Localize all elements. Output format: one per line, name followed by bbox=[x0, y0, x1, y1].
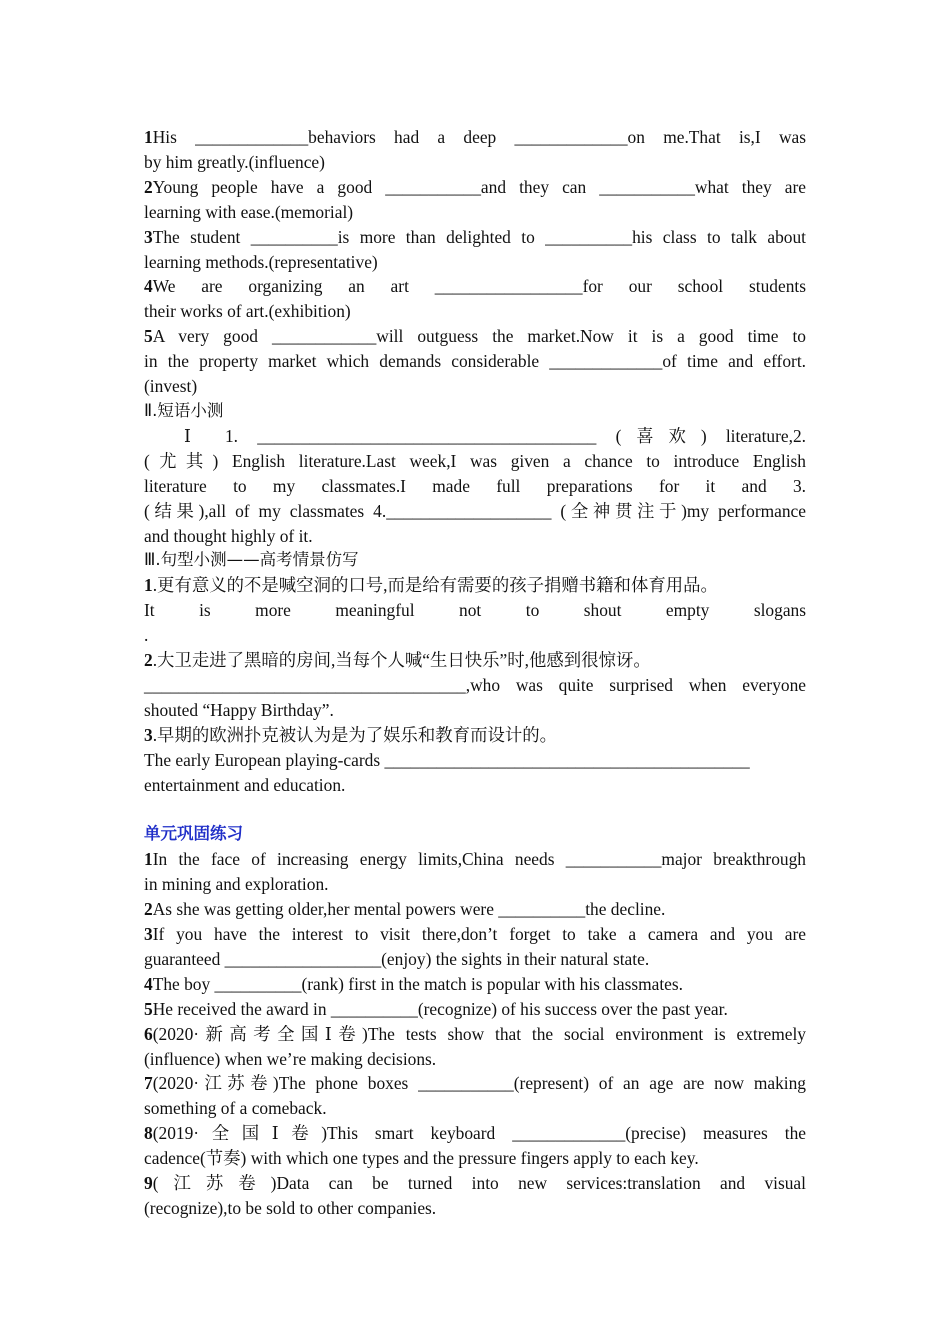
item-line: _____________________________________,who was quite surprised when everyone bbox=[144, 674, 806, 695]
item-line: something of a comeback. bbox=[144, 1098, 327, 1119]
item-number: 8 bbox=[144, 1123, 153, 1144]
worksheet-page bbox=[144, 125, 806, 1221]
item-chinese: .大卫走进了黑暗的房间,当每个人喊“生日快乐”时,他感到很惊讶。 bbox=[152, 650, 651, 671]
part1-item-1 bbox=[144, 125, 806, 175]
item-number: 7 bbox=[144, 1073, 153, 1094]
passage-line: literature to my classmates.I made full preparations for it and 3. bbox=[144, 475, 806, 496]
item-line: (recognize),to be sold to other companies. bbox=[144, 1197, 437, 1218]
part4-item-2 bbox=[144, 897, 806, 922]
section-heading-unit-practice: 单元巩固练习 bbox=[144, 824, 243, 844]
phrase-passage bbox=[144, 424, 806, 549]
part4-item-6 bbox=[144, 1022, 806, 1072]
item-line: in the property market which demands considerable _____________of time and effort. bbox=[144, 351, 806, 372]
item-line: (2019·全国Ⅰ卷)This smart keyboard _____________(precise) measures the bbox=[152, 1123, 806, 1144]
item-line: In the face of increasing energy limits,China needs ___________major breakthrough bbox=[152, 849, 806, 870]
item-line: (2020·江苏卷)The phone boxes ___________(represent) of an age are now making bbox=[152, 1073, 806, 1094]
part4-item-7 bbox=[144, 1071, 806, 1121]
item-number: 3 bbox=[144, 226, 153, 247]
item-number: 9 bbox=[144, 1173, 153, 1194]
item-line: It is more meaningful not to shout empty slogans bbox=[144, 600, 806, 621]
passage-line: (尤其) English literature.Last week,I was given a chance to introduce English bbox=[144, 450, 806, 471]
part4-item-4 bbox=[144, 972, 806, 997]
item-number: 6 bbox=[144, 1023, 153, 1044]
item-chinese: .更有意义的不是喊空洞的口号,而是给有需要的孩子捐赠书籍和体育用品。 bbox=[152, 575, 718, 596]
item-chinese: .早期的欧洲扑克被认为是为了娱乐和教育而设计的。 bbox=[152, 724, 558, 745]
item-line: (2020·新高考全国Ⅰ卷)The tests show that the social environment is extremely bbox=[152, 1023, 806, 1044]
item-line: The student __________is more than delighted to __________his class to talk about bbox=[152, 226, 806, 247]
item-number: 1 bbox=[144, 575, 153, 596]
item-line: He received the award in __________(recognize) of his success over the past year. bbox=[152, 998, 728, 1019]
item-line: The boy __________(rank) first in the match is popular with his classmates. bbox=[152, 973, 684, 994]
item-line: (invest) bbox=[144, 376, 198, 397]
item-line: learning methods.(representative) bbox=[144, 251, 378, 272]
part1-item-5 bbox=[144, 324, 806, 399]
item-number: 2 bbox=[144, 899, 153, 920]
item-line: A very good ____________will outguess the market.Now it is a good time to bbox=[152, 326, 806, 347]
item-line: As she was getting older,her mental powers were __________the decline. bbox=[152, 899, 666, 920]
item-line: . bbox=[144, 625, 149, 646]
passage-line: and thought highly of it. bbox=[144, 525, 313, 546]
item-number: 1 bbox=[144, 849, 153, 870]
item-number: 5 bbox=[144, 326, 153, 347]
part4-item-9 bbox=[144, 1171, 806, 1221]
item-number: 4 bbox=[144, 276, 153, 297]
item-number: 4 bbox=[144, 973, 153, 994]
item-line: (influence) when we’re making decisions. bbox=[144, 1048, 437, 1069]
item-line: guaranteed __________________(enjoy) the sights in their natural state. bbox=[144, 948, 650, 969]
part4-item-3 bbox=[144, 922, 806, 972]
item-line: cadence(节奏) with which one types and the pressure fingers apply to each key. bbox=[144, 1148, 699, 1169]
item-line: in mining and exploration. bbox=[144, 874, 329, 895]
item-line: We are organizing an art _________________for our school students bbox=[152, 276, 806, 297]
part3-item-1 bbox=[144, 573, 806, 648]
part4-item-5 bbox=[144, 997, 806, 1022]
part1-item-4 bbox=[144, 274, 806, 324]
part3-item-2 bbox=[144, 648, 806, 723]
part3-item-3 bbox=[144, 723, 806, 798]
item-line: Young people have a good ___________and they can ___________what they are bbox=[152, 176, 806, 197]
item-line: The early European playing-cards __________________________________________ bbox=[144, 749, 750, 770]
section-heading-sentences: Ⅲ.句型小测——高考情景仿写 bbox=[144, 550, 359, 570]
item-line: entertainment and education. bbox=[144, 774, 346, 795]
item-number: 1 bbox=[144, 127, 153, 147]
passage-line: (结果),all of my classmates 4.___________________ (全神贯注于)my performance bbox=[144, 500, 806, 521]
item-line: His _____________behaviors had a deep _____________on me.That is,I was bbox=[152, 127, 806, 147]
item-number: 2 bbox=[144, 176, 153, 197]
part1-item-3 bbox=[144, 225, 806, 275]
spacer bbox=[144, 797, 806, 822]
item-line: learning with ease.(memorial) bbox=[144, 201, 354, 222]
item-line: their works of art.(exhibition) bbox=[144, 301, 351, 322]
item-number: 3 bbox=[144, 724, 153, 745]
section-heading-phrases: Ⅱ.短语小测 bbox=[144, 400, 224, 420]
item-number: 5 bbox=[144, 998, 153, 1019]
item-line: If you have the interest to visit there,don’t forget to take a camera and you are bbox=[152, 923, 806, 944]
item-number: 2 bbox=[144, 650, 153, 671]
part1-item-2 bbox=[144, 175, 806, 225]
item-line: by him greatly.(influence) bbox=[144, 151, 325, 172]
item-line: shouted “Happy Birthday”. bbox=[144, 699, 334, 720]
part4-item-1 bbox=[144, 847, 806, 897]
item-number: 3 bbox=[144, 923, 153, 944]
item-line: (江苏卷)Data can be turned into new services:translation and visual bbox=[152, 1173, 806, 1194]
passage-line: Ⅰ 1. _______________________________________ (喜欢) literature,2. bbox=[184, 425, 806, 446]
part4-item-8 bbox=[144, 1121, 806, 1171]
